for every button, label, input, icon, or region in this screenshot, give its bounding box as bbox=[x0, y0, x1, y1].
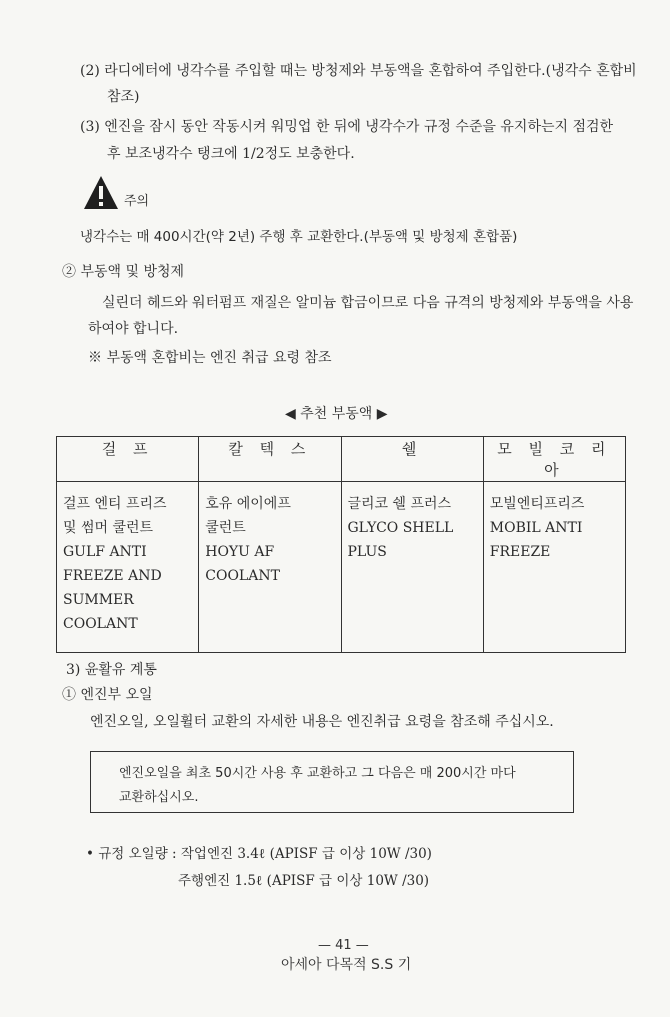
footer-title: 아세아 다목적 S.S 기 bbox=[281, 957, 412, 973]
radiator-step-3-line1: (3) 엔진을 잠시 동안 작동시켜 워밍업 한 뒤에 냉각수가 규정 수준을 유지하는지 점검한 bbox=[80, 119, 614, 135]
cell-line: MOBIL ANTI bbox=[489, 520, 583, 536]
oil-change-notice-line1: 엔진오일을 최초 50시간 사용 후 교환하고 그 다음은 매 200시간 마다 bbox=[119, 766, 516, 781]
cell-mobil-korea bbox=[483, 482, 625, 653]
caution-title: 주의 bbox=[124, 194, 150, 209]
radiator-step-2-line1: (2) 라디에터에 냉각수를 주입할 때는 방청제와 부동액을 혼합하여 주입한다.(냉각수 혼합비 bbox=[80, 63, 637, 79]
oil-spec-line2: 주행엔진 1.5ℓ (APISF 급 이상 10W /30) bbox=[178, 873, 430, 889]
cell-gulf bbox=[57, 482, 199, 653]
header-mobil-korea: 모 빌 코 리 아 bbox=[483, 437, 625, 482]
cell-line: SUMMER bbox=[63, 592, 134, 608]
header-shell: 쉘 bbox=[341, 437, 483, 482]
antifreeze-note: ※ 부동액 혼합비는 엔진 취급 요령 참조 bbox=[88, 350, 332, 366]
cell-line: FREEZE bbox=[489, 544, 551, 560]
antifreeze-heading: ② 부동액 및 방청제 bbox=[62, 264, 185, 280]
oil-change-notice-line2: 교환하십시오. bbox=[119, 790, 199, 805]
header-gulf: 걸 프 bbox=[57, 437, 199, 482]
caution-text: 냉각수는 매 400시간(약 2년) 주행 후 교환한다.(부동액 및 방청제 혼합품) bbox=[80, 229, 518, 245]
cell-line: 글리코 쉘 프러스 bbox=[347, 496, 452, 512]
cell-line: HOYU AF bbox=[205, 544, 275, 560]
cell-line: 호유 에이에프 bbox=[205, 496, 291, 512]
page-number: — 41 — bbox=[318, 938, 369, 953]
antifreeze-body-line1: 실린더 헤드와 워터펌프 재질은 알미늄 합금이므로 다음 규격의 방청제와 부동액을 사용 bbox=[102, 295, 634, 311]
antifreeze-body-line2: 하여야 합니다. bbox=[88, 321, 179, 337]
engine-oil-body: 엔진오일, 오일휠터 교환의 자세한 내용은 엔진취급 요령을 참조해 주십시오. bbox=[90, 714, 554, 730]
header-caltex: 칼 텍 스 bbox=[199, 437, 341, 482]
cell-line: 및 썸머 쿨런트 bbox=[63, 520, 154, 536]
cell-line: PLUS bbox=[347, 544, 387, 560]
recommended-antifreeze-table bbox=[56, 436, 626, 653]
engine-oil-subheading: ① 엔진부 오일 bbox=[62, 687, 153, 703]
oil-change-notice-box bbox=[90, 751, 574, 813]
radiator-step-3-line2: 후 보조냉각수 탱크에 1/2정도 보충한다. bbox=[107, 146, 355, 162]
cell-line: 쿨런트 bbox=[205, 520, 246, 536]
cell-line: COOLANT bbox=[205, 568, 280, 584]
cell-line: 모빌엔티프리즈 bbox=[489, 496, 585, 512]
cell-caltex bbox=[199, 482, 341, 653]
cell-line: COOLANT bbox=[63, 616, 138, 632]
cell-shell bbox=[341, 482, 483, 653]
oil-spec-line1: • 규정 오일량 : 작업엔진 3.4ℓ (APISF 급 이상 10W /30) bbox=[86, 846, 432, 862]
table-caption: ◀ 추천 부동액 ▶ bbox=[285, 406, 388, 422]
cell-line: GULF ANTI bbox=[63, 544, 147, 560]
lubrication-heading: 3) 윤활유 계통 bbox=[66, 662, 157, 678]
radiator-step-2-line2: 참조) bbox=[107, 89, 140, 105]
cell-line: FREEZE AND bbox=[63, 568, 162, 584]
cell-line: 걸프 엔티 프리즈 bbox=[63, 496, 167, 512]
cell-line: GLYCO SHELL bbox=[347, 520, 454, 536]
warning-triangle-icon bbox=[82, 174, 120, 212]
